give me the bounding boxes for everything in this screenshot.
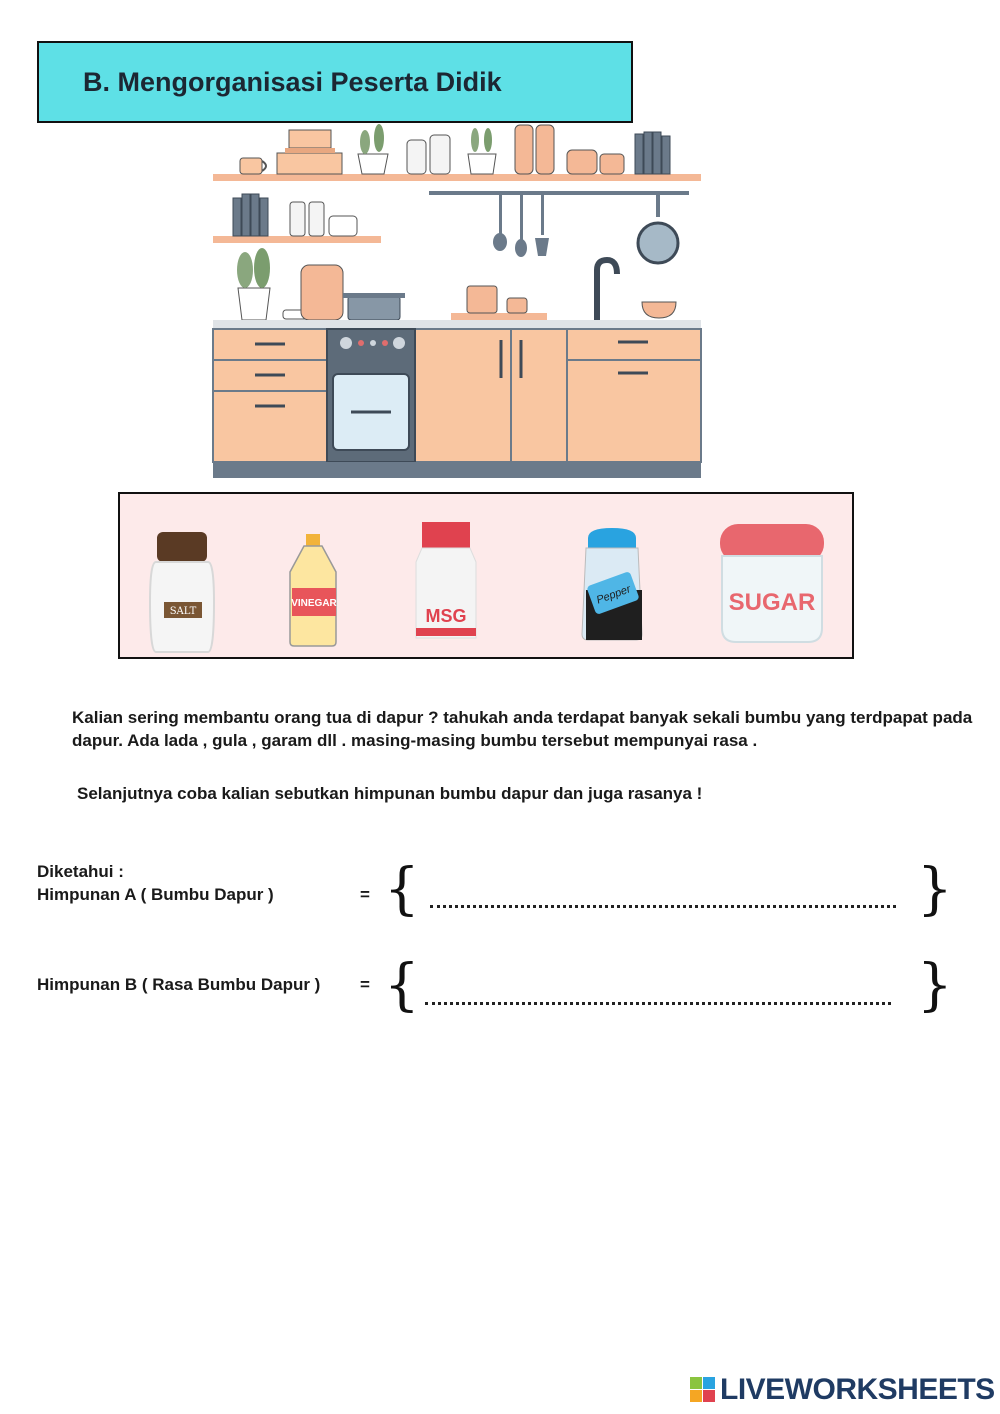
sugar-jar-icon <box>720 524 824 642</box>
set-b-equals: = <box>360 975 370 994</box>
set-b-close-brace: } <box>917 953 953 1018</box>
page-title: B. Mengorganisasi Peserta Didik <box>83 67 502 97</box>
logo-icon <box>690 1377 716 1403</box>
salt-label: SALT <box>169 606 197 617</box>
plant-icon <box>237 248 270 320</box>
set-a-open-brace: { <box>384 857 420 922</box>
known-label: Diketahui : <box>37 862 124 881</box>
set-b-answer-field[interactable] <box>425 1002 891 1005</box>
intro-paragraph: Kalian sering membantu orang tua di dapur ? tahukah anda terdapat banyak sekali bumbu yang terdpapat pada dapur. Ada lada , gula , garam dll . masing-masing bumbu tersebut mempunyai rasa . <box>72 708 973 750</box>
sugar-label: SUGAR <box>728 589 816 616</box>
bottle-icon <box>515 125 554 174</box>
spice-panel <box>118 492 854 659</box>
set-a-label: Himpunan A ( Bumbu Dapur ) <box>37 885 274 904</box>
salt-shaker-icon <box>150 532 214 652</box>
set-b-label: Himpunan B ( Rasa Bumbu Dapur ) <box>37 975 321 994</box>
oven-icon <box>327 329 415 462</box>
set-a-answer-field[interactable] <box>430 905 896 908</box>
set-a-close-brace: } <box>917 857 953 922</box>
vinegar-label: VINEGAR <box>291 598 337 609</box>
pepper-shaker-icon <box>582 528 642 640</box>
msg-label: MSG <box>425 606 467 626</box>
brand-name: LIVEWORKSHEETS <box>720 1373 995 1406</box>
pot-icon <box>343 293 405 320</box>
msg-bottle-icon <box>416 522 476 638</box>
pan-icon <box>638 195 678 263</box>
cup-icon <box>240 158 266 174</box>
set-a-equals: = <box>360 885 370 904</box>
utensils-icon <box>493 195 549 257</box>
kitchen-illustration <box>205 110 705 482</box>
set-b-open-brace: { <box>384 953 420 1018</box>
vinegar-bottle-icon <box>290 534 338 646</box>
pepper-label: Pepper <box>594 583 633 607</box>
instruction-paragraph: Selanjutnya coba kalian sebutkan himpunan bumbu dapur dan juga rasanya ! <box>77 784 703 803</box>
liveworksheets-logo[interactable] <box>690 1373 995 1407</box>
faucet-icon <box>597 260 617 320</box>
plant-icon <box>358 124 388 174</box>
books-icon <box>635 132 670 174</box>
